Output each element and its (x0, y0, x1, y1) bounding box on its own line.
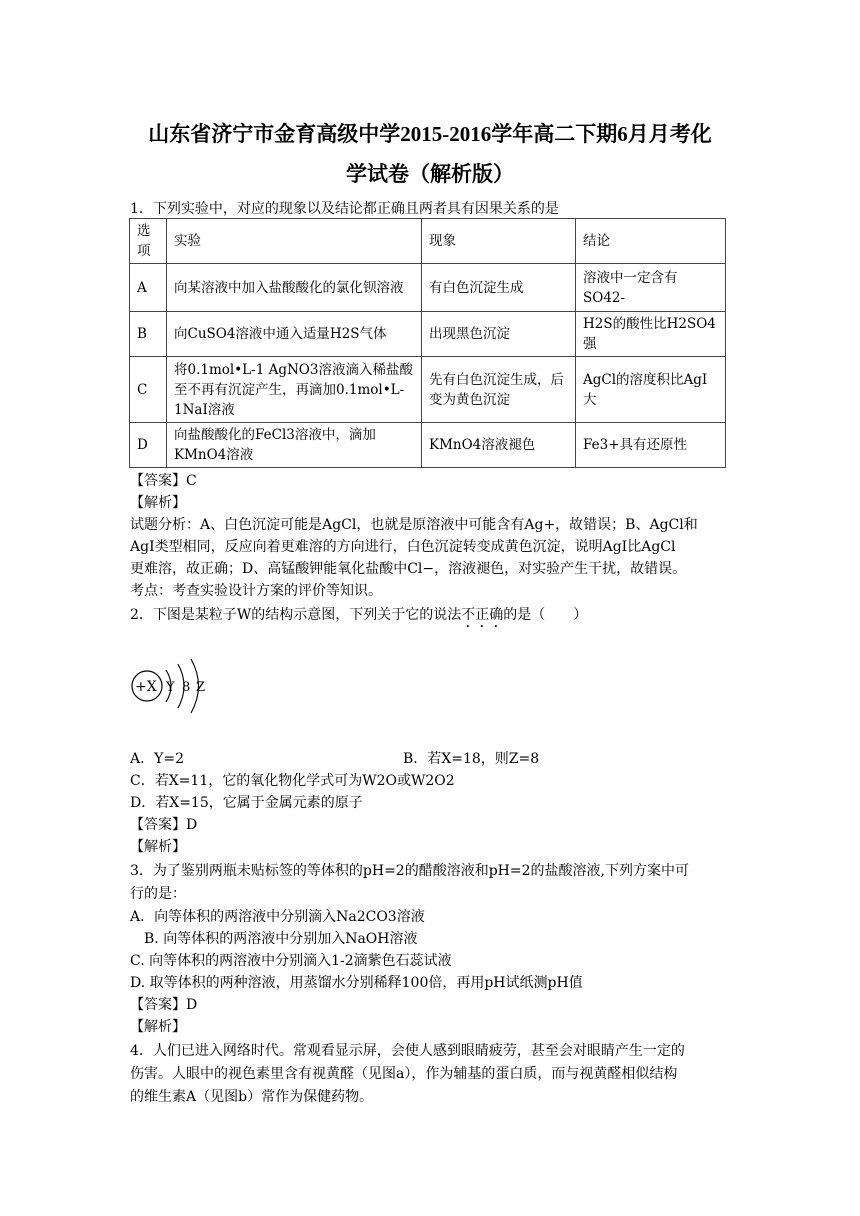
q1-question: 1．下列实验中，对应的现象以及结论都正确且两者具有因果关系的是 (130, 201, 559, 217)
table-header-row (130, 219, 726, 264)
q4-line-2: 伤害。人眼中的视色素里含有视黄醛（见图a），作为辅基的蛋白质，而与视黄醛相似结构 (130, 1066, 678, 1082)
atom-structure-diagram (130, 656, 220, 716)
row-phenomenon: 先有白色沉淀生成，后变为黄色沉淀 (422, 357, 576, 423)
row-option: D (130, 423, 167, 468)
q4-line-3: 的维生素A（见图b）常作为保健药物。 (130, 1089, 374, 1105)
table-row (130, 312, 726, 357)
q1-analysis-line: 更难溶，故正确；D、高锰酸钾能氧化盐酸中Cl−，溶液褪色，对实验产生干扰，故错误。 (130, 561, 687, 577)
table-row (130, 357, 726, 423)
row-option: A (130, 264, 167, 312)
title-line-1: 山东省济宁市金育高级中学2015-2016学年高二下期6月月考化 (148, 122, 712, 146)
q3-option-c: C. 向等体积的两溶液中分别滴入1-2滴紫色石蕊试液 (130, 953, 452, 969)
header-experiment: 实验 (167, 219, 422, 264)
nucleus-label: +X (135, 679, 157, 695)
row-conclusion: Fe3+具有还原性 (576, 423, 726, 468)
header-option: 选项 (130, 219, 167, 264)
row-phenomenon: 出现黑色沉淀 (422, 312, 576, 357)
row-phenomenon: 有白色沉淀生成 (422, 264, 576, 312)
row-experiment: 向某溶液中加入盐酸酸化的氯化钡溶液 (167, 264, 422, 312)
row-option: B (130, 312, 167, 357)
table-row (130, 423, 726, 468)
row-experiment: 将0.1mol•L-1 AgNO3溶液滴入稀盐酸至不再有沉淀产生，再滴加0.1mol•L-1NaI溶液 (167, 357, 422, 423)
row-experiment: 向盐酸酸化的FeCl3溶液中，滴加KMnO4溶液 (167, 423, 422, 468)
row-experiment: 向CuSO4溶液中通入适量H2S气体 (167, 312, 422, 357)
shell-2-label: 8 (182, 680, 191, 695)
shell-1-label: Y (166, 680, 175, 695)
shell-3-label: Z (196, 680, 206, 695)
q3-answer: 【答案】D (130, 997, 198, 1013)
q3-option-b: B. 向等体积的两溶液中分别加入NaOH溶液 (144, 931, 418, 947)
q2-option-c: C．若X=11，它的氧化物化学式可为W2O或W2O2 (130, 773, 455, 789)
title-line-2: 学试卷（解析版） (346, 162, 514, 186)
q1-analysis-line: AgI类型相同，反应向着更难溶的方向进行，白色沉淀转变成黄色沉淀，说明AgI比AgCl (130, 539, 676, 555)
q3-question-line-1: 3．为了鉴别两瓶未贴标签的等体积的pH=2的醋酸溶液和pH=2的盐酸溶液,下列方案中可 (130, 863, 689, 879)
q1-answer: 【答案】C (130, 473, 197, 489)
q3-question-line-2: 行的是： (130, 886, 186, 902)
q2-analysis-label: 【解析】 (130, 839, 186, 855)
emphasis-text: 不正确 (461, 607, 504, 623)
q2-option-b: B．若X=18，则Z=8 (403, 751, 540, 767)
row-option: C (130, 357, 167, 423)
q2-answer: 【答案】D (130, 817, 198, 833)
q2-option-d: D．若X=15，它属于金属元素的原子 (130, 795, 363, 811)
row-conclusion: 溶液中一定含有SO42- (576, 264, 726, 312)
row-conclusion: AgCl的溶度积比AgI大 (576, 357, 726, 423)
header-conclusion: 结论 (576, 219, 726, 264)
table-row (130, 264, 726, 312)
q3-option-a: A．向等体积的两溶液中分别滴入Na2CO3溶液 (130, 909, 425, 925)
q3-analysis-label: 【解析】 (130, 1019, 186, 1035)
q1-analysis-label: 【解析】 (130, 495, 186, 511)
q2-question: 2．下图是某粒子W的结构示意图，下列关于它的说法不正确的是（ ） (130, 607, 588, 623)
header-phenomenon: 现象 (422, 219, 576, 264)
q4-line-1: 4．人们已进入网络时代。常观看显示屏，会使人感到眼睛疲劳，甚至会对眼睛产生一定的 (130, 1043, 685, 1059)
row-conclusion: H2S的酸性比H2SO4强 (576, 312, 726, 357)
q2-option-a: A．Y=2 (130, 751, 184, 767)
q3-option-d: D. 取等体积的两种溶液，用蒸馏水分别稀释100倍，再用pH试纸测pH值 (130, 975, 583, 991)
q1-table (129, 218, 726, 468)
q1-analysis-line: 试题分析：A、白色沉淀可能是AgCl，也就是原溶液中可能含有Ag+，故错误；B、AgCl和 (130, 517, 698, 533)
q1-analysis-line: 考点：考查实验设计方案的评价等知识。 (130, 583, 382, 599)
row-phenomenon: KMnO4溶液褪色 (422, 423, 576, 468)
